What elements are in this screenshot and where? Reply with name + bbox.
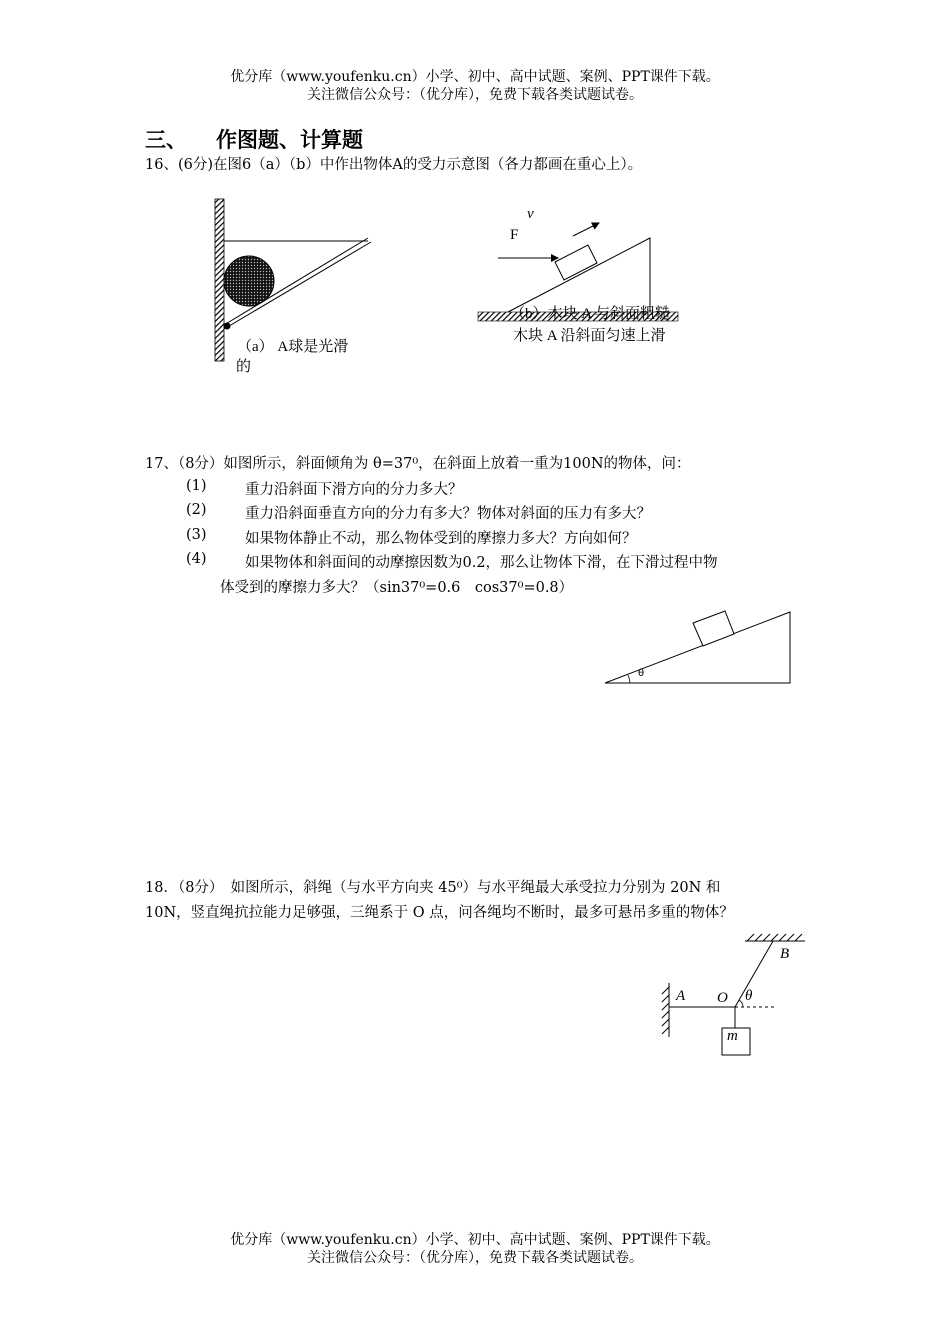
figure-18-label-theta: θ <box>745 988 753 1004</box>
question-18-line-1: 18．（8分） 如图所示，斜绳（与水平方向夹 45⁰）与水平绳最大承受拉力分别为 20N 和 <box>145 880 721 896</box>
figure-16b-caption-2: 木块 A 沿斜面匀速上滑 <box>513 328 666 344</box>
figure-16b-caption-1: （b）木块 A 与斜面粗糙 <box>510 306 671 322</box>
ball-a <box>224 256 274 306</box>
figure-18-label-b: B <box>780 946 790 962</box>
footer-line-2: 关注微信公众号：（优分库），免费下载各类试题试卷。 <box>307 1250 643 1266</box>
question-16-text: 16、(6分)在图6（a）（b）中作出物体A的受力示意图（各力都画在重心上）。 <box>145 157 643 173</box>
section-title: 作图题、计算题 <box>216 128 363 152</box>
figure-16b-label-v: v <box>527 206 534 222</box>
figure-17-label-theta: θ <box>638 668 645 679</box>
figure-18-label-o: O <box>717 990 728 1006</box>
figure-18-label-a: A <box>676 988 686 1004</box>
figure-16b-label-f: F <box>510 227 519 243</box>
ceiling-hatch <box>747 934 802 941</box>
figure-18-label-m: m <box>727 1028 738 1044</box>
wall-hatch <box>662 987 669 1034</box>
question-17-text: 17、（8分）如图所示，斜面倾角为 θ=37⁰，在斜面上放着一重为100N的物体，问： <box>145 456 691 472</box>
question-17-item-3-text: 如果物体静止不动，那么物体受到的摩擦力多大？方向如何？ <box>245 531 637 547</box>
figure-17 <box>600 605 800 690</box>
question-17-item-2-text: 重力沿斜面垂直方向的分力有多大？物体对斜面的压力有多大？ <box>245 506 651 522</box>
block <box>693 611 734 646</box>
wall <box>215 199 224 361</box>
rope-slanted-ob <box>735 941 773 1007</box>
hinge-point <box>224 323 231 330</box>
figure-16a-caption-2: 的 <box>236 359 252 375</box>
question-17-item-4-continued: 体受到的摩擦力多大？（sin37⁰=0.6 cos37⁰=0.8） <box>220 580 574 596</box>
question-18-line-2: 10N，竖直绳抗拉能力足够强，三绳系于 O 点，问各绳均不断时，最多可悬吊多重的物体？ <box>145 905 734 921</box>
question-17-item-1-num: (1) <box>186 478 207 494</box>
question-17-item-4-text: 如果物体和斜面间的动摩擦因数为0.2，那么让物体下滑，在下滑过程中物 <box>245 555 718 571</box>
question-17-item-2-num: (2) <box>186 502 207 518</box>
question-17-item-1-text: 重力沿斜面下滑方向的分力多大？ <box>245 482 463 498</box>
section-number: 三、 <box>145 128 187 152</box>
footer-line-1: 优分库（www.youfenku.cn）小学、初中、高中试题、案例、PPT课件下载。 <box>230 1232 720 1248</box>
angle-arc <box>628 675 630 683</box>
angle-arc <box>739 1000 743 1007</box>
figure-16a-caption-1: （a） A球是光滑 <box>237 339 349 355</box>
header-line-1: 优分库（www.youfenku.cn）小学、初中、高中试题、案例、PPT课件下载。 <box>230 69 720 85</box>
header-line-2: 关注微信公众号：（优分库），免费下载各类试题试卷。 <box>307 87 643 103</box>
block-a <box>555 245 597 280</box>
velocity-arrow <box>573 223 599 236</box>
question-17-item-4-num: (4) <box>186 551 207 567</box>
question-17-item-3-num: (3) <box>186 527 207 543</box>
